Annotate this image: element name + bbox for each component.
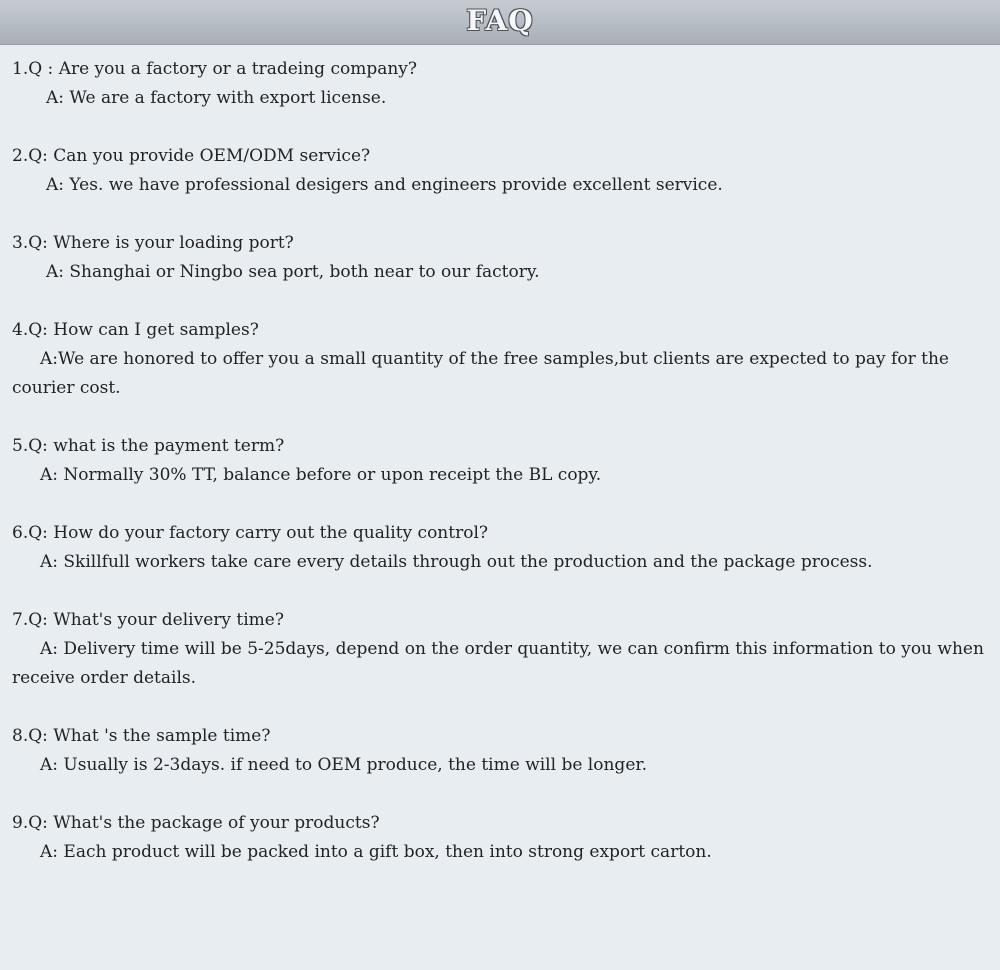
faq-question-3: 3.Q: Where is your loading port? xyxy=(12,233,294,253)
faq-item-2 xyxy=(12,142,997,200)
faq-question-2: 2.Q: Can you provide OEM/ODM service? xyxy=(12,146,371,166)
faq-question-6: 6.Q: How do your factory carry out the quality control? xyxy=(12,523,488,543)
faq-question-8: 8.Q: What 's the sample time? xyxy=(12,726,271,746)
faq-item-5 xyxy=(12,432,997,490)
faq-item-7 xyxy=(12,606,997,693)
faq-question-1: 1.Q : Are you a factory or a tradeing company? xyxy=(12,59,418,79)
faq-answer-2: A: Yes. we have professional desigers and engineers provide excellent service. xyxy=(46,175,723,195)
faq-list xyxy=(12,55,997,896)
faq-item-1 xyxy=(12,55,997,113)
faq-answer-7: A: Delivery time will be 5-25days, depend on the order quantity, we can confirm this information to you when receive order details. xyxy=(12,639,984,688)
faq-item-8 xyxy=(12,722,997,780)
faq-question-7: 7.Q: What's your delivery time? xyxy=(12,610,284,630)
faq-answer-5: A: Normally 30% TT, balance before or upon receipt the BL copy. xyxy=(40,465,602,485)
faq-question-9: 9.Q: What's the package of your products? xyxy=(12,813,380,833)
faq-answer-8: A: Usually is 2-3days. if need to OEM produce, the time will be longer. xyxy=(40,755,648,775)
faq-answer-3: A: Shanghai or Ningbo sea port, both near to our factory. xyxy=(46,262,540,282)
faq-answer-6: A: Skillfull workers take care every details through out the production and the package process. xyxy=(40,552,873,572)
faq-question-4: 4.Q: How can I get samples? xyxy=(12,320,259,340)
faq-answer-4: A:We are honored to offer you a small quantity of the free samples,but clients are expected to pay for the courier cost. xyxy=(12,349,949,398)
faq-answer-1: A: We are a factory with export license. xyxy=(46,88,387,108)
page-title: FAQ xyxy=(466,4,534,37)
faq-header xyxy=(0,0,1000,45)
faq-item-6 xyxy=(12,519,997,577)
faq-answer-9: A: Each product will be packed into a gift box, then into strong export carton. xyxy=(40,842,712,862)
faq-item-9 xyxy=(12,809,997,867)
faq-item-4 xyxy=(12,316,997,403)
faq-question-5: 5.Q: what is the payment term? xyxy=(12,436,285,456)
faq-item-3 xyxy=(12,229,997,287)
